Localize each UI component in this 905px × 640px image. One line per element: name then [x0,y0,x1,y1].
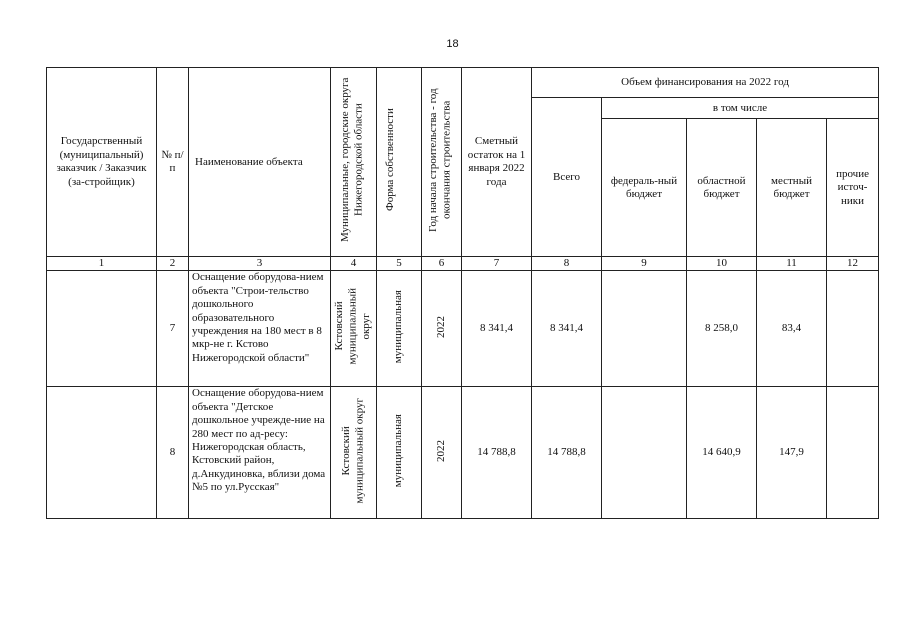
municipality-line: муниципальный [346,288,359,365]
municipality-vertical [333,288,373,365]
cell-years [422,387,462,519]
header-other: прочие источ-ники [827,119,879,257]
page-number: 18 [446,38,459,50]
cell-num: 8 [157,387,189,519]
cell-regional: 14 640,9 [687,387,757,519]
municipality-line: округ [360,313,373,340]
header-regional: областной бюджет [687,119,757,257]
years-vertical: 2022 [434,439,447,462]
cell-object-name: Оснащение оборудова-нием объекта "Детское дошкольное учрежде-ние на 280 мест по ад-ресу: Нижегородская область, Кстовский район, д.Анкудиновка, вблизи дома №5 по ул.Русская" [189,387,331,519]
column-number: 4 [331,257,377,271]
header-ownership: Форма собственности [384,108,396,212]
cell-other [827,387,879,519]
municipality-line: Кстовский [333,302,346,352]
column-number: 2 [157,257,189,271]
header-num: № п/п [157,68,189,257]
column-number: 11 [757,257,827,271]
column-number: 8 [532,257,602,271]
cell-other [827,271,879,387]
header-federal: федераль-ный бюджет [602,119,687,257]
header-object-name: Наименование объекта [189,68,331,257]
header-estimate: Сметный остаток на 1 января 2022 года [462,68,532,257]
financing-table [46,67,879,519]
header-customer: Государственный (муниципальный) заказчик / Заказчик (за-стройщик) [47,68,157,257]
municipality-line: Кстовский [340,426,353,476]
cell-customer [47,387,157,519]
cell-total: 14 788,8 [532,387,602,519]
table-row [47,271,879,387]
column-number: 3 [189,257,331,271]
cell-num: 7 [157,271,189,387]
column-number-row [47,257,879,271]
header-municipality: Муниципальные, городские округа Нижегородской области [338,77,364,243]
header-including: в том числе [602,98,879,119]
column-number: 12 [827,257,879,271]
cell-municipality [331,387,377,519]
ownership-vertical: муниципальная [392,290,405,364]
header-local: местный бюджет [757,119,827,257]
ownership-vertical: муниципальная [392,414,405,488]
cell-federal [602,271,687,387]
header-years-cell [422,68,462,257]
column-number: 7 [462,257,532,271]
header-municipality-cell [331,68,377,257]
cell-local: 83,4 [757,271,827,387]
table-row [47,387,879,519]
column-number: 5 [377,257,422,271]
cell-municipality [331,271,377,387]
cell-years [422,271,462,387]
cell-estimate: 14 788,8 [462,387,532,519]
years-vertical: 2022 [434,315,447,338]
cell-total: 8 341,4 [532,271,602,387]
header-financing: Объем финансирования на 2022 год [532,68,879,98]
header-years: Год начала строительства - год окончания строительства [426,88,452,232]
cell-customer [47,271,157,387]
municipality-line: муниципальный округ [353,397,366,504]
column-number: 1 [47,257,157,271]
header-total: Всего [532,98,602,257]
cell-ownership [377,271,422,387]
column-number: 10 [687,257,757,271]
cell-object-name: Оснащение оборудова-нием объекта "Строи-тельство дошкольного образовательного учреждения на 180 мест в 8 мкр-не г. Кстово Нижегородской области" [189,271,331,387]
cell-local: 147,9 [757,387,827,519]
cell-ownership [377,387,422,519]
cell-estimate: 8 341,4 [462,271,532,387]
cell-regional: 8 258,0 [687,271,757,387]
column-number: 6 [422,257,462,271]
municipality-vertical [340,398,367,504]
cell-federal [602,387,687,519]
header-ownership-cell [377,68,422,257]
column-number: 9 [602,257,687,271]
